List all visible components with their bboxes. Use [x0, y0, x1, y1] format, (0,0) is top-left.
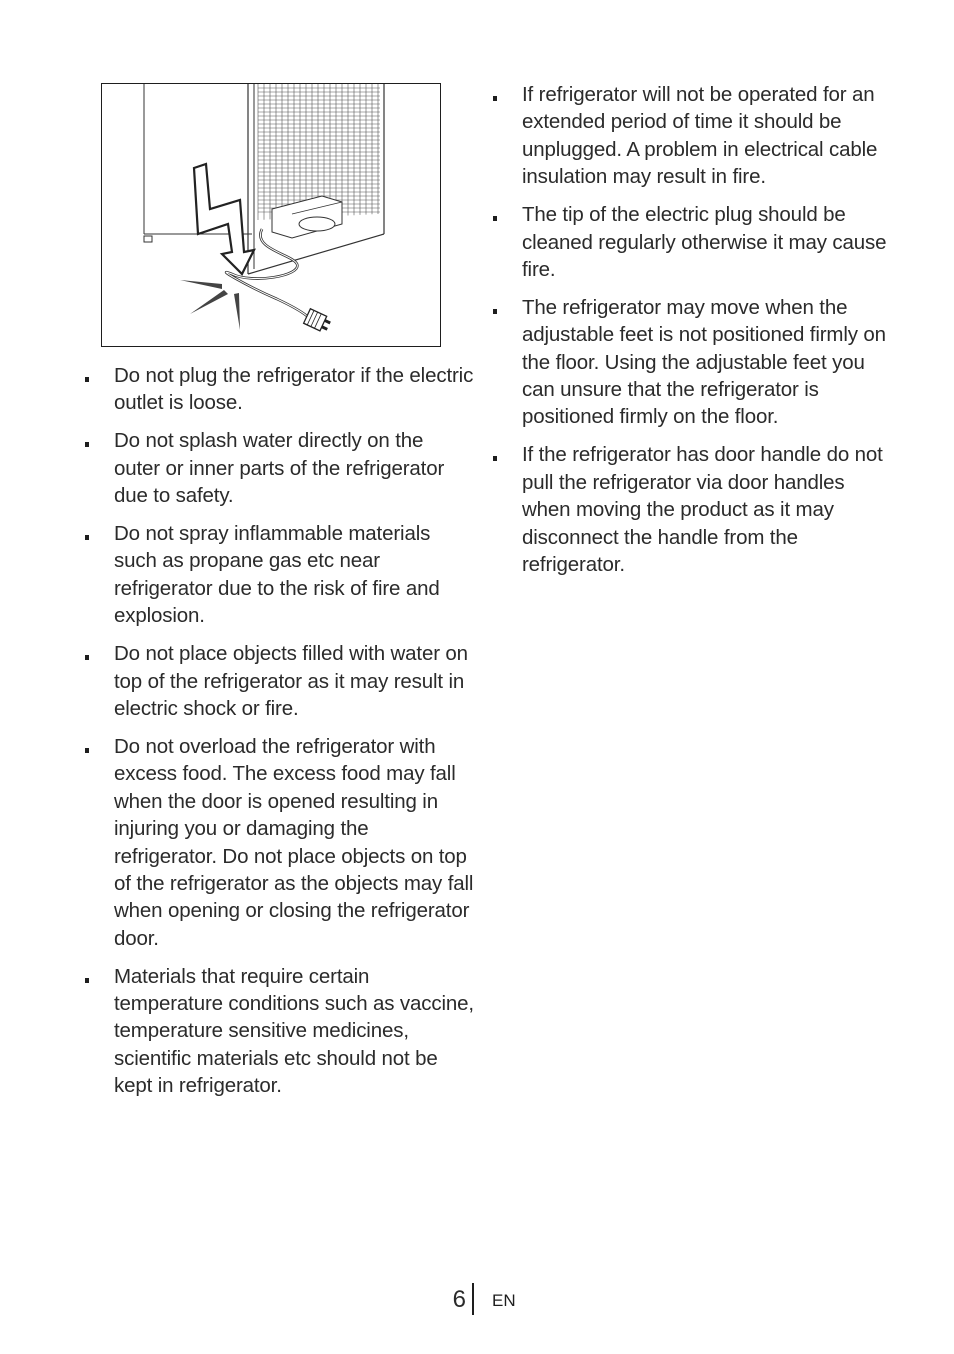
- bullet-icon: [85, 377, 89, 382]
- list-item-text: If refrigerator will not be operated for an extended period of time it should be unplugged. A problem in electrical cable insulation may result in fire.: [522, 83, 878, 189]
- list-item-text: Materials that require certain temperature conditions such as vaccine, temperature sensitive medicines, scientific materials etc should not be kept in refrigerator.: [114, 964, 474, 1098]
- language-label: EN: [492, 1291, 516, 1310]
- list-item-text: The tip of the electric plug should be cleaned regularly otherwise it may cause fire.: [522, 203, 887, 281]
- bullet-icon: [85, 535, 89, 540]
- bullet-icon: [85, 442, 89, 447]
- list-item: [84, 640, 474, 722]
- list-item-text: If the refrigerator has door handle do not pull the refrigerator via door handles when moving the product as it may disconnect the handle from the refrigerator.: [522, 443, 883, 576]
- bullet-icon: [493, 216, 497, 221]
- list-item: [84, 733, 474, 952]
- list-item-text: Do not splash water directly on the outer or inner parts of the refrigerator due to safety.: [114, 429, 445, 508]
- bullet-icon: [493, 96, 497, 101]
- list-item: [84, 520, 474, 630]
- refrigerator-plug-illustration: [101, 83, 441, 347]
- bullet-icon: [85, 978, 89, 983]
- page-number: 6: [452, 1286, 466, 1313]
- list-item-text: Do not place objects filled with water on top of the refrigerator as it may result in electric shock or fire.: [114, 642, 468, 720]
- left-column-list: [84, 362, 474, 1110]
- right-column-list: [492, 81, 892, 589]
- list-item-text: Do not overload the refrigerator with excess food. The excess food may fall when the door is opened resulting in injuring you or damaging the refrigerator. Do not place objects on top of the refrigerator as the objects may fall when opening or closing the refrigerator door.: [114, 734, 474, 950]
- list-item: [492, 294, 892, 431]
- list-item: [492, 441, 892, 578]
- refrigerator-plug-warning-icon: [102, 84, 441, 347]
- list-item: [492, 81, 892, 191]
- footer-divider: [472, 1283, 474, 1315]
- page-footer: [0, 1283, 954, 1317]
- list-item: [492, 201, 892, 283]
- bullet-icon: [85, 748, 89, 753]
- bullet-icon: [493, 456, 497, 461]
- list-item-text: Do not spray inflammable materials such as propane gas etc near refrigerator due to the risk of fire and explosion.: [114, 522, 440, 628]
- list-item: [84, 362, 474, 417]
- list-item-text: Do not plug the refrigerator if the electric outlet is loose.: [114, 364, 474, 415]
- list-item: [84, 963, 474, 1100]
- bullet-icon: [85, 655, 89, 660]
- bullet-icon: [493, 309, 497, 314]
- list-item: [84, 427, 474, 509]
- list-item-text: The refrigerator may move when the adjustable feet is not positioned firmly on the floor. Using the adjustable feet you can unsure that the refrigerator is positioned firmly on the floor.: [522, 295, 886, 429]
